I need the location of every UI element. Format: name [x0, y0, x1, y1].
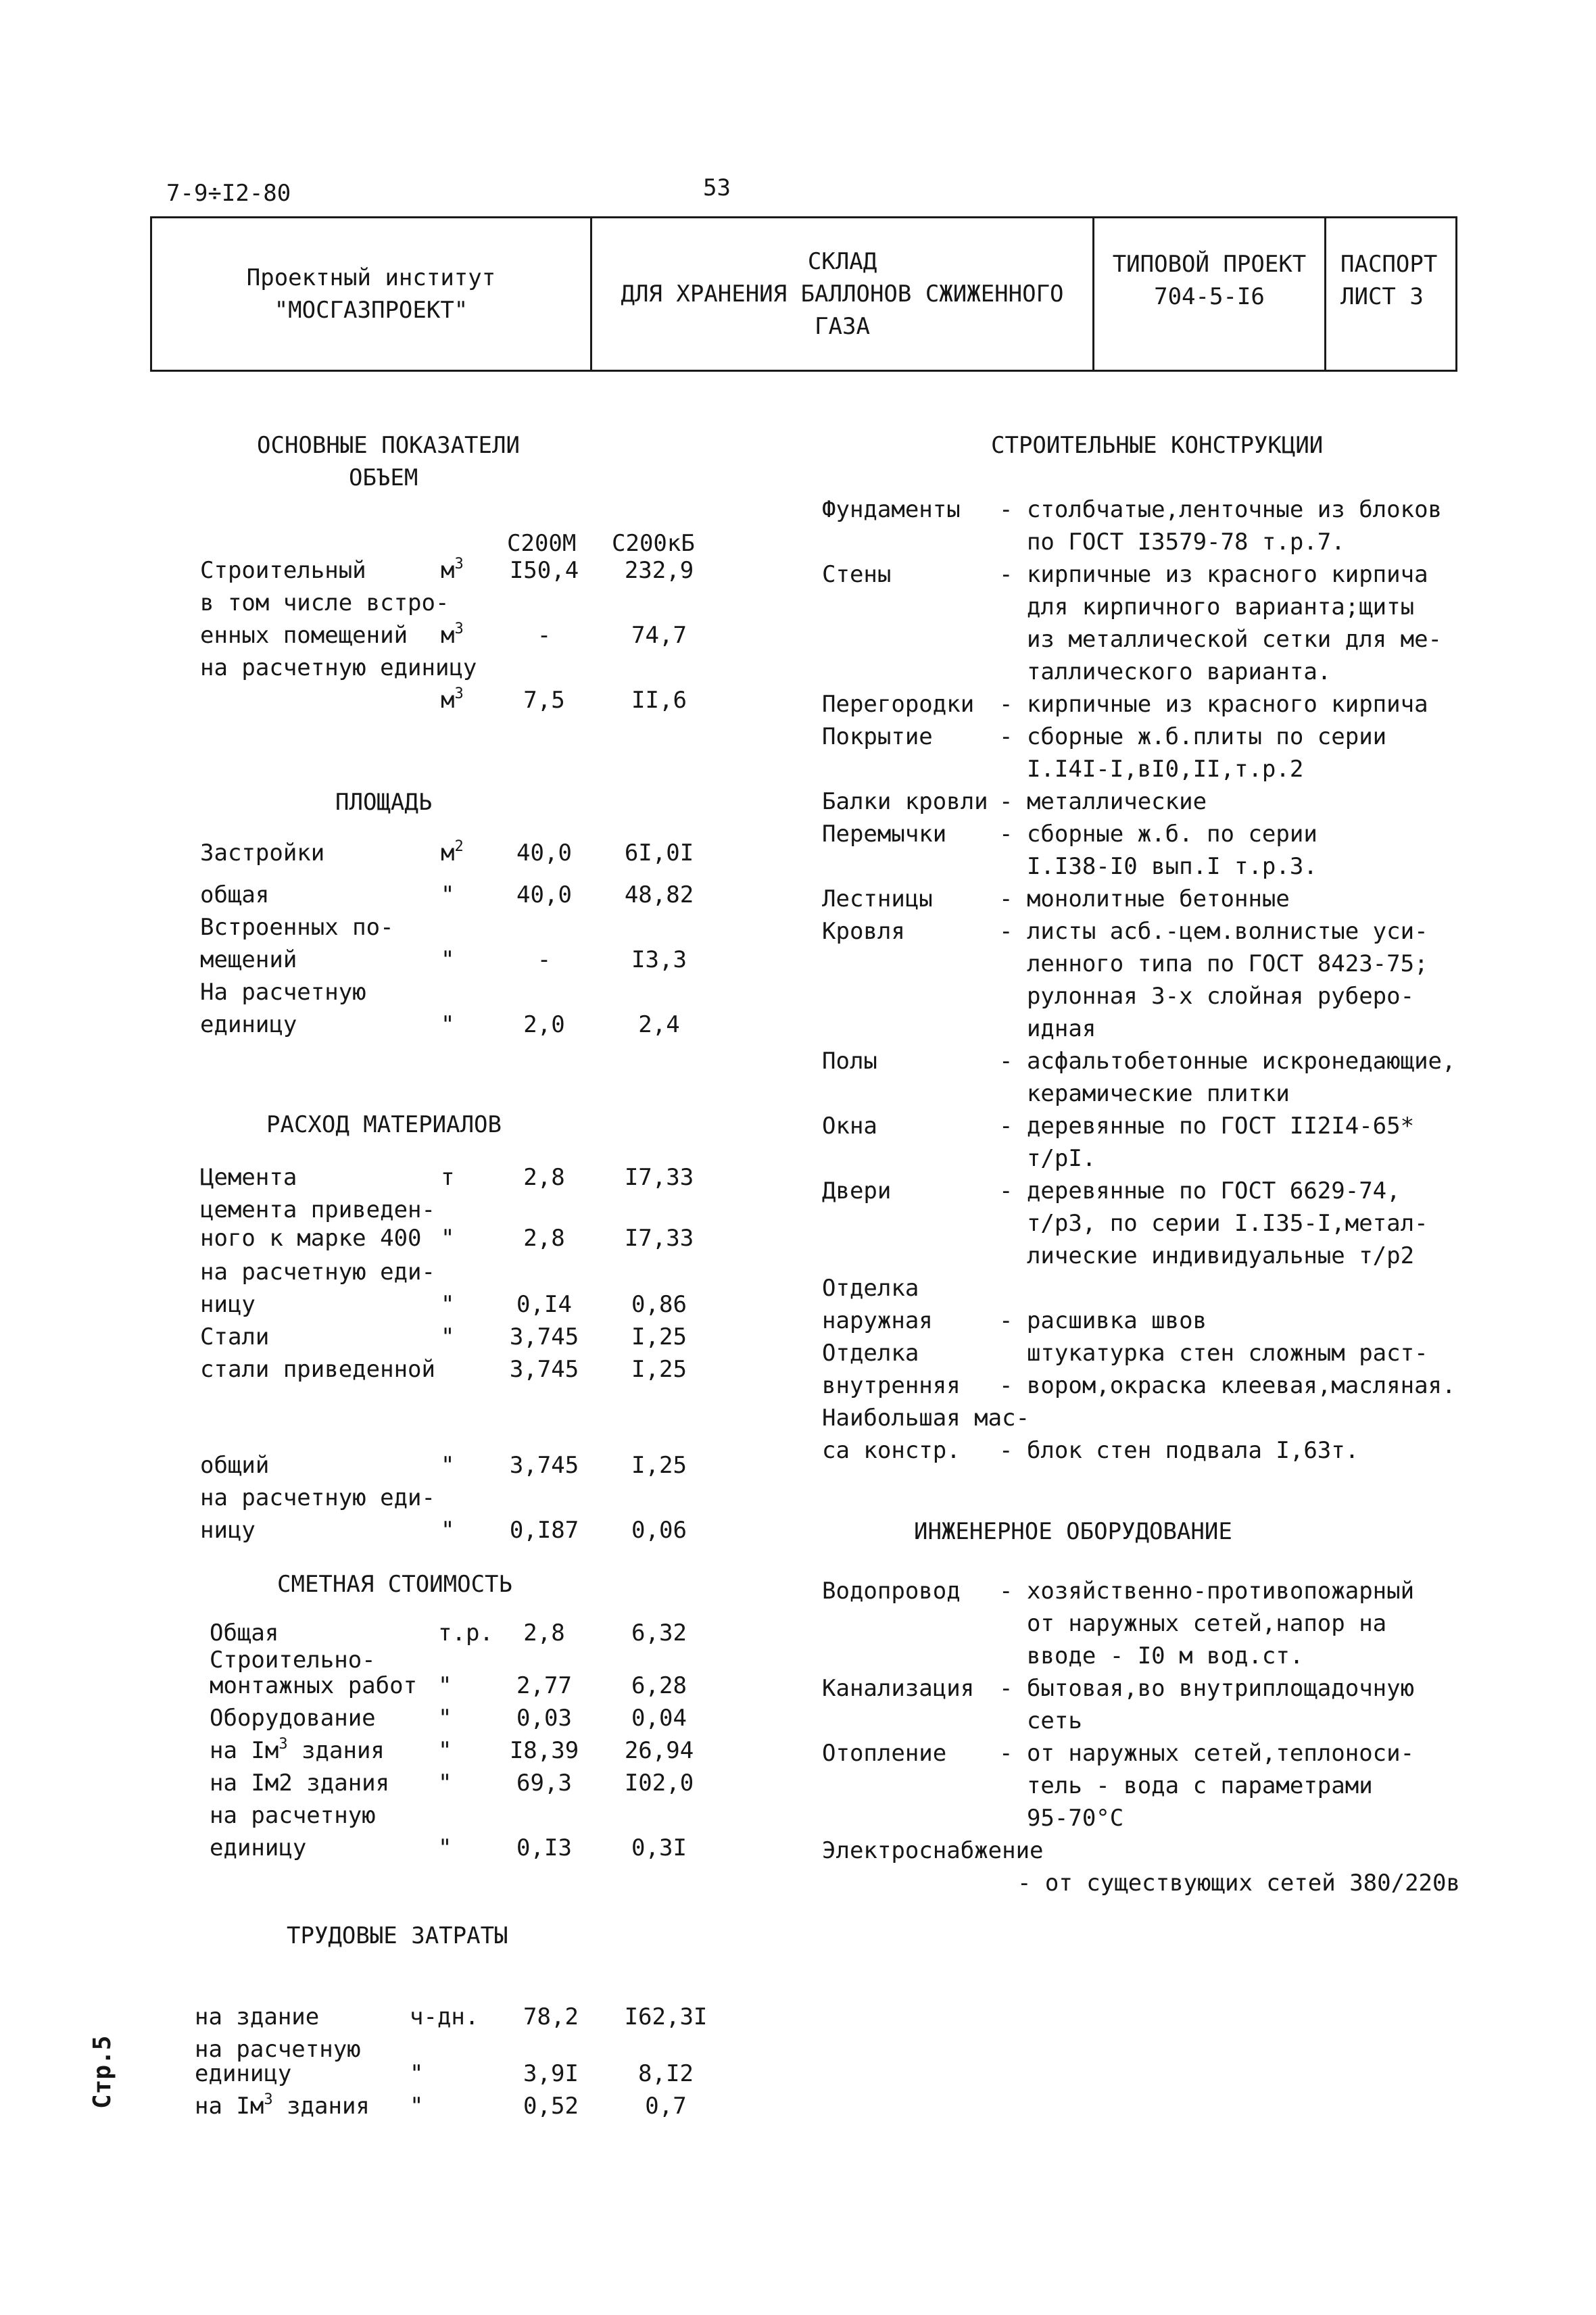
- item-text: - металлические: [999, 788, 1207, 815]
- row-unit: ": [438, 1834, 452, 1861]
- superscript: 2: [454, 838, 464, 855]
- item-label: Полы: [822, 1048, 877, 1075]
- item-text: сеть: [999, 1707, 1082, 1734]
- item-label: Отделка: [822, 1340, 919, 1367]
- value-c200kb: 0,86: [631, 1291, 687, 1318]
- item-text: - деревянные по ГОСТ II2I4-65*: [999, 1113, 1415, 1140]
- list-item: [0, 1802, 1555, 1834]
- item-text: для кирпичного варианта;щиты: [999, 593, 1415, 620]
- value-c200m: 2,0: [523, 1011, 565, 1038]
- value-c200m: I8,39: [509, 1737, 579, 1764]
- row-unit: ": [441, 1452, 455, 1479]
- list-item: [0, 1402, 1555, 1434]
- row-label: Застройки: [200, 839, 325, 867]
- item-label: наружная: [822, 1307, 933, 1334]
- project-type: ТИПОВОЙ ПРОЕКТ: [1112, 251, 1307, 278]
- item-text: - листы асб.-цем.волнистые уси-: [999, 918, 1428, 945]
- list-item: [0, 623, 1555, 656]
- list-item: [0, 1434, 1555, 1467]
- item-text: - расшивка швов: [999, 1307, 1207, 1334]
- superscript: 3: [454, 556, 464, 572]
- list-item: [0, 1240, 1555, 1272]
- list-item: [0, 1607, 1555, 1640]
- item-text: - вором,окраска клеевая,масляная.: [999, 1372, 1456, 1399]
- value-c200kb: 232,9: [624, 557, 694, 584]
- row-unit: $м^2$: [441, 838, 464, 867]
- list-item: [0, 980, 1555, 1013]
- list-item: [0, 1110, 1555, 1142]
- value-c200kb: 74,7: [631, 622, 687, 649]
- list-item: [0, 1207, 1555, 1240]
- divider: [1324, 218, 1326, 370]
- row-label: Строительно-: [210, 1647, 376, 1674]
- main-indicators-title: ОСНОВНЫЕ ПОКАЗАТЕЛИ: [257, 432, 520, 459]
- value-c200kb: I02,0: [624, 1770, 694, 1797]
- value-c200kb: 8,I2: [638, 2060, 694, 2087]
- item-text: тель - вода с параметрами: [999, 1772, 1373, 1799]
- materials-title: РАСХОД МАТЕРИАЛОВ: [266, 1111, 502, 1138]
- list-item: [0, 883, 1555, 915]
- row-label: ницу: [200, 1517, 256, 1544]
- item-text: - монолитные бетонные: [999, 885, 1290, 912]
- row-unit: ": [438, 1672, 452, 1699]
- value-c200m: 78,2: [523, 2003, 579, 2030]
- row-unit: ": [410, 2093, 424, 2120]
- value-c200m: 2,8: [523, 1164, 565, 1191]
- item-text: штукатурка стен сложным раст-: [999, 1340, 1428, 1367]
- item-text: таллического варианта.: [999, 658, 1332, 685]
- row-label: Строительный: [200, 557, 366, 584]
- superscript: 3: [454, 685, 464, 702]
- item-label: Покрытие: [822, 723, 933, 750]
- item-text: вводе - I0 м вод.ст.: [999, 1642, 1304, 1670]
- sheet-type: ПАСПОРТ: [1340, 251, 1438, 278]
- value-c200m: 3,745: [509, 1452, 579, 1479]
- row-label: На расчетную: [200, 979, 366, 1006]
- value-c200m: 0,I4: [516, 1291, 572, 1318]
- list-item: [0, 1045, 1555, 1077]
- row-unit: ": [441, 946, 455, 973]
- value-c200kb: I,25: [631, 1452, 687, 1479]
- item-label: Окна: [822, 1113, 877, 1140]
- item-label: са констр.: [822, 1437, 961, 1464]
- value-c200m: 3,745: [509, 1323, 579, 1350]
- item-text: по ГОСТ I3579-78 т.р.7.: [999, 529, 1345, 556]
- project-cell: [1094, 218, 1324, 370]
- value-c200m: 0,03: [516, 1705, 572, 1732]
- value-c200kb: I,25: [631, 1323, 687, 1350]
- item-text: - бытовая,во внутриплощадочную: [999, 1675, 1415, 1702]
- row-label: монтажных работ: [210, 1672, 418, 1699]
- item-text: - от наружных сетей,теплоноси-: [999, 1740, 1415, 1767]
- value-c200kb: 0,7: [645, 2093, 687, 2120]
- row-label: общая: [200, 881, 270, 908]
- column-header-c200kb: С200кБ: [612, 530, 695, 557]
- row-label: в том числе встро-: [200, 589, 450, 616]
- value-c200kb: 26,94: [624, 1737, 694, 1764]
- row-label: Цемента: [200, 1164, 297, 1191]
- value-c200m: 2,8: [523, 1225, 565, 1252]
- item-label: Перегородки: [822, 691, 975, 718]
- row-unit: $м^3$: [441, 685, 464, 714]
- item-label: Перемычки: [822, 821, 947, 848]
- list-item: [0, 1077, 1555, 1110]
- value-c200m: 0,52: [523, 2093, 579, 2120]
- value-c200m: 3,745: [509, 1356, 579, 1383]
- item-text: - сборные ж.б. по серии: [999, 821, 1317, 848]
- table-row: [0, 2001, 744, 2033]
- row-label: единицу: [195, 2060, 292, 2087]
- row-unit: $м^3$: [441, 556, 464, 584]
- item-label: Отопление: [822, 1740, 947, 1767]
- row-unit: т.р.: [438, 1619, 493, 1647]
- item-label: внутренняя: [822, 1372, 961, 1399]
- row-unit: ": [438, 1770, 452, 1797]
- value-c200m: 40,0: [516, 881, 572, 908]
- institute-code: "МОСГАЗПРОЕКТ": [274, 297, 468, 324]
- row-label: на расчетную: [210, 1802, 376, 1829]
- cost-title: СМЕТНАЯ СТОИМОСТЬ: [277, 1571, 512, 1598]
- item-text: - асфальтобетонные искронедающие,: [999, 1048, 1456, 1075]
- item-text: - блок стен подвала I,63т.: [999, 1437, 1359, 1464]
- row-label: на здание: [195, 2003, 320, 2030]
- row-unit: ": [441, 1323, 455, 1350]
- item-label: Стены: [822, 561, 892, 588]
- item-text: - кирпичные из красного кирпича: [999, 561, 1428, 588]
- value-c200kb: 0,06: [631, 1517, 687, 1544]
- value-c200m: 0,I3: [516, 1834, 572, 1861]
- list-item: [0, 850, 1555, 883]
- row-label: Общая: [210, 1619, 279, 1647]
- item-label: Канализация: [822, 1675, 975, 1702]
- value-c200kb: 48,82: [624, 881, 694, 908]
- value-c200kb: 6,32: [631, 1619, 687, 1647]
- value-c200m: 2,8: [523, 1619, 565, 1647]
- row-label: ницу: [200, 1291, 256, 1318]
- superscript: 3: [264, 2091, 273, 2108]
- list-item: [0, 1575, 1555, 1607]
- row-label: ного к марке 400: [200, 1225, 422, 1252]
- item-label: Лестницы: [822, 885, 933, 912]
- list-item: [0, 721, 1555, 753]
- item-label: Водопровод: [822, 1578, 961, 1605]
- table-row: [0, 1514, 744, 1546]
- labor-title: ТРУДОВЫЕ ЗАТРАТЫ: [287, 1922, 508, 1949]
- item-text: лические индивидуальные т/р2: [999, 1242, 1415, 1269]
- item-text: т/рI.: [999, 1145, 1096, 1172]
- value-c200kb: I7,33: [624, 1164, 694, 1191]
- item-text: - сборные ж.б.плиты по серии: [999, 723, 1387, 750]
- value-c200kb: I3,3: [631, 946, 687, 973]
- item-label: Фундаменты: [822, 496, 961, 523]
- list-item: [0, 591, 1555, 623]
- title-block: [150, 216, 1457, 372]
- list-item: [0, 656, 1555, 688]
- value-c200m: 7,5: [523, 687, 565, 714]
- item-text: ленного типа по ГОСТ 8423-75;: [999, 950, 1428, 977]
- list-item: [0, 1834, 1555, 1867]
- row-label: общий: [200, 1452, 270, 1479]
- superscript: 3: [279, 1736, 288, 1753]
- item-text: от наружных сетей,напор на: [999, 1610, 1387, 1637]
- table-row: [0, 1482, 744, 1514]
- row-unit: ": [441, 1225, 455, 1252]
- row-unit: ": [441, 881, 455, 908]
- item-text: идная: [999, 1015, 1096, 1042]
- value-c200m: 2,77: [516, 1672, 572, 1699]
- item-text: I.I4I-I,вI0,II,т.р.2: [999, 756, 1304, 783]
- list-item: [0, 915, 1555, 948]
- list-item: [0, 1013, 1555, 1045]
- item-text: I.I38-I0 вып.I т.р.3.: [999, 853, 1317, 880]
- row-label: на $Iм^3$ здания: [210, 1736, 385, 1764]
- row-label: на $Iм^3$ здания: [195, 2091, 370, 2120]
- value-c200kb: 0,04: [631, 1705, 687, 1732]
- row-unit: ": [441, 1291, 455, 1318]
- project-number: 704-5-I6: [1154, 283, 1265, 310]
- list-item: [0, 1737, 1555, 1770]
- list-item: [0, 948, 1555, 980]
- list-item: [0, 1175, 1555, 1207]
- item-text: из металлической сетки для ме-: [999, 626, 1443, 653]
- item-label: Кровля: [822, 918, 905, 945]
- list-item: [0, 1672, 1555, 1705]
- list-item: [0, 1770, 1555, 1802]
- list-item: [0, 526, 1555, 558]
- value-c200m: 40,0: [516, 839, 572, 867]
- value-c200m: -: [537, 622, 552, 649]
- value-c200kb: 2,4: [638, 1011, 680, 1038]
- row-label: енных помещений: [200, 622, 408, 649]
- sheet-cell: [1340, 218, 1455, 370]
- value-c200kb: II,6: [631, 687, 687, 714]
- list-item: [0, 753, 1555, 785]
- row-label: цемента приведен-: [200, 1196, 435, 1223]
- item-label: Отделка: [822, 1275, 919, 1302]
- row-label: на расчетную еди-: [200, 1259, 435, 1286]
- list-item: [0, 1705, 1555, 1737]
- institute-cell: [152, 218, 590, 370]
- row-label: единицу: [200, 1011, 297, 1038]
- item-text: - хозяйственно-противопожарный: [999, 1578, 1415, 1605]
- list-item: [0, 1142, 1555, 1175]
- row-unit: ч-дн.: [410, 2003, 479, 2030]
- sheet-number: ЛИСТ 3: [1340, 283, 1424, 310]
- row-label: Оборудование: [210, 1705, 376, 1732]
- row-label: на Iм2 здания: [210, 1770, 390, 1797]
- row-label: на расчетную единицу: [200, 654, 477, 681]
- document-code: 7-9÷I2-80: [166, 180, 291, 207]
- row-label: на расчетную: [195, 2036, 361, 2063]
- row-unit: $м^3$: [441, 620, 464, 649]
- item-text: 95-70°С: [999, 1805, 1124, 1832]
- row-unit: ": [441, 1517, 455, 1544]
- item-text: рулонная 3-х слойная руберо-: [999, 983, 1415, 1010]
- item-label: Балки кровли: [822, 788, 988, 815]
- column-header-c200m: С200М: [507, 530, 577, 557]
- row-label: Встроенных по-: [200, 914, 394, 941]
- list-item: [0, 1867, 1555, 1899]
- list-item: [0, 1305, 1555, 1337]
- item-label: Двери: [822, 1177, 892, 1204]
- object-cell: [592, 218, 1092, 370]
- value-c200m: 69,3: [516, 1770, 572, 1797]
- page-margin-note: Стр.5: [89, 2035, 116, 2109]
- item-text: керамические плитки: [999, 1080, 1290, 1107]
- value-c200kb: I7,33: [624, 1225, 694, 1252]
- value-c200kb: 6,28: [631, 1672, 687, 1699]
- value-c200kb: 0,3I: [631, 1834, 687, 1861]
- object-line-2: ДЛЯ ХРАНЕНИЯ БАЛЛОНОВ СЖИЖЕННОГО: [621, 281, 1064, 308]
- list-item: [0, 1640, 1555, 1672]
- item-text: - столбчатые,ленточные из блоков: [999, 496, 1443, 523]
- page-number: 53: [703, 174, 731, 201]
- value-c200m: -: [537, 946, 552, 973]
- value-c200kb: 6I,0I: [624, 839, 694, 867]
- row-unit: ": [441, 1011, 455, 1038]
- list-item: [0, 1337, 1555, 1369]
- value-c200m: I50,4: [509, 557, 579, 584]
- item-text: - деревянные по ГОСТ 6629-74,: [999, 1177, 1401, 1204]
- row-label: единицу: [210, 1834, 307, 1861]
- area-title: ПЛОЩАДЬ: [335, 789, 433, 816]
- row-label: стали приведенной: [200, 1356, 435, 1383]
- item-text: - от существующих сетей 380/220в: [990, 1870, 1460, 1897]
- object-line-1: СКЛАД: [807, 248, 877, 275]
- item-text: - кирпичные из красного кирпича: [999, 691, 1428, 718]
- institute-name: Проектный институт: [246, 264, 496, 291]
- row-unit: ": [410, 2060, 424, 2087]
- superscript: 3: [454, 620, 464, 637]
- item-text: т/р3, по серии I.I35-I,метал-: [999, 1210, 1428, 1237]
- value-c200m: 0,I87: [509, 1517, 579, 1544]
- list-item: [0, 558, 1555, 591]
- list-item: [0, 818, 1555, 850]
- row-unit: т: [441, 1164, 455, 1191]
- row-unit: ": [438, 1737, 452, 1764]
- engineering-title: ИНЖЕНЕРНОЕ ОБОРУДОВАНИЕ: [914, 1518, 1232, 1545]
- constructions-title: СТРОИТЕЛЬНЫЕ КОНСТРУКЦИИ: [991, 432, 1324, 459]
- item-label: Наибольшая мас-: [822, 1405, 1030, 1432]
- value-c200kb: I,25: [631, 1356, 687, 1383]
- list-item: [0, 1272, 1555, 1305]
- list-item: [0, 785, 1555, 818]
- value-c200kb: I62,3I: [624, 2003, 708, 2030]
- row-unit: ": [438, 1705, 452, 1732]
- row-label: Стали: [200, 1323, 270, 1350]
- row-label: мещений: [200, 946, 297, 973]
- volume-title: ОБЪЕМ: [349, 464, 418, 491]
- list-item: [0, 493, 1555, 526]
- list-item: [0, 1369, 1555, 1402]
- item-label: Электроснабжение: [822, 1837, 1044, 1864]
- row-label: на расчетную еди-: [200, 1484, 435, 1511]
- object-line-3: ГАЗА: [815, 313, 870, 340]
- list-item: [0, 688, 1555, 721]
- value-c200m: 3,9I: [523, 2060, 579, 2087]
